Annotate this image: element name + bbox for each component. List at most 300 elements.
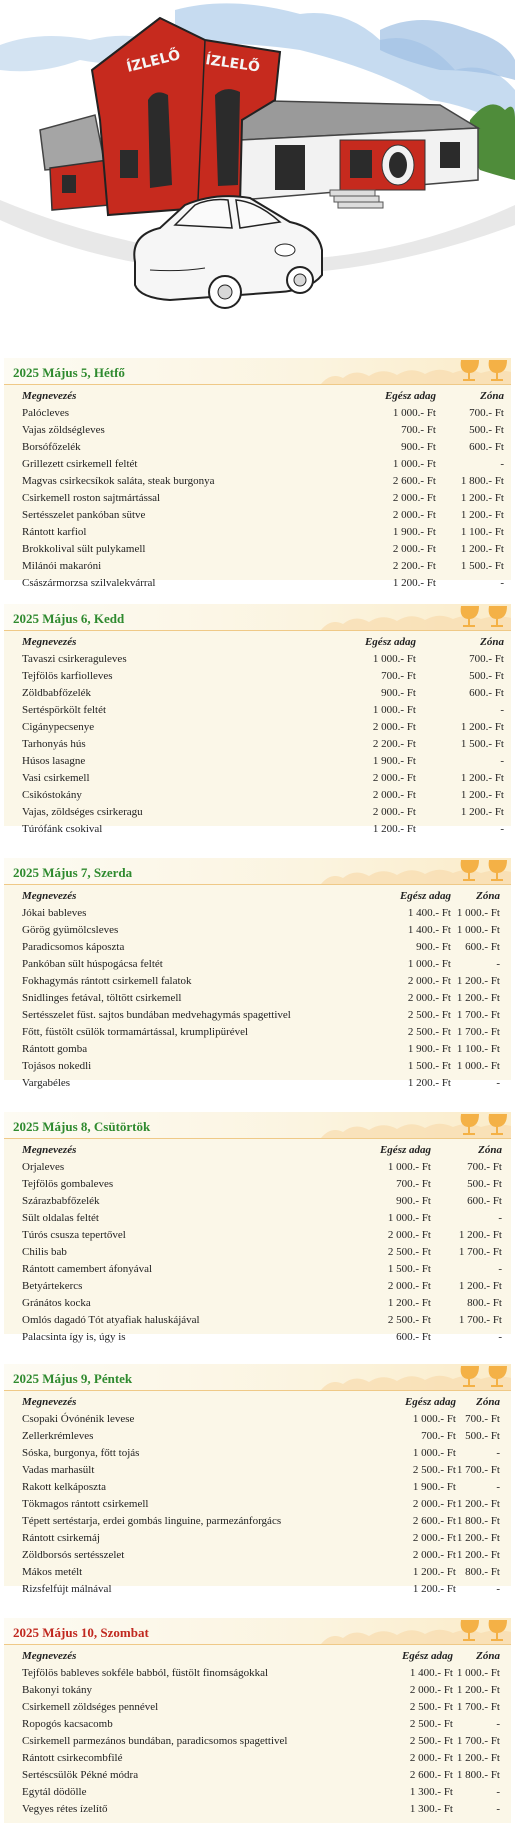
glasses-decoration [321, 1112, 511, 1138]
menu-item-row [4, 1244, 511, 1261]
menu-item-row [4, 702, 511, 719]
price-zone-portion: 700.- Ft [469, 407, 504, 419]
dish-name: Vadas marhasült [22, 1464, 95, 1476]
dish-name: Cigánypecsenye [22, 721, 95, 733]
menu-item-row [4, 973, 511, 990]
menu-item-row [4, 1784, 511, 1801]
dish-name: Borsófőzelék [22, 441, 81, 453]
dish-name: Vegyes rétes ízelítő [22, 1803, 108, 1815]
menu-item-row [4, 1530, 511, 1547]
dish-name: Szárazbabfőzelék [22, 1195, 100, 1207]
price-full-portion: 2 500.- Ft [409, 1735, 453, 1747]
dish-name: Omlós dagadó Tót atyafiak haluskájával [22, 1314, 200, 1326]
price-zone-portion: 500.- Ft [469, 670, 504, 682]
menu-item-row [4, 1699, 511, 1716]
menu-item-row [4, 1041, 511, 1058]
dish-name: Sóska, burgonya, főtt tojás [22, 1447, 140, 1459]
dish-name: Főtt, füstölt csülök tormamártással, krumplipürével [22, 1026, 249, 1038]
dish-name: Mákos metélt [22, 1566, 83, 1578]
price-full-portion: 2 600.- Ft [392, 475, 436, 487]
menu-item-row [4, 1462, 511, 1479]
dish-name: Sertésszelet füst. sajtos bundában medvehagymás spagettivel [22, 1009, 291, 1021]
price-full-portion: 2 000.- Ft [372, 806, 416, 818]
price-zone-portion: 1 200.- Ft [460, 806, 504, 818]
price-zone-portion: - [498, 1331, 502, 1343]
dish-name: Tejfölös gombaleves [22, 1178, 114, 1190]
price-full-portion: 1 900.- Ft [412, 1481, 456, 1493]
price-full-portion: 2 000.- Ft [407, 975, 451, 987]
dish-name: Tejfölös bableves sokféle babból, füstölt finomságokkal [22, 1667, 269, 1679]
column-header-name: Megnevezés [22, 1650, 77, 1662]
price-zone-portion: - [498, 1212, 502, 1224]
price-zone-portion: 1 000.- Ft [456, 924, 500, 936]
price-zone-portion: 700.- Ft [465, 1413, 500, 1425]
menu-item-row [4, 422, 511, 439]
dish-name: Tavaszi csirkeraguleves [22, 653, 127, 665]
dish-name: Rántott gomba [22, 1043, 88, 1055]
dish-name: Vajas, zöldséges csirkeragu [22, 806, 143, 818]
price-zone-portion: 1 800.- Ft [456, 1515, 500, 1527]
menu-item-row [4, 524, 511, 541]
menu-item-row [4, 1801, 511, 1818]
menu-item-row [4, 804, 511, 821]
price-zone-portion: 600.- Ft [465, 941, 500, 953]
day-title: 2025 Május 9, Péntek [13, 1371, 133, 1386]
dish-name: Bakonyi tokány [22, 1684, 92, 1696]
dish-name: Vargabéles [22, 1077, 71, 1089]
menu-item-row [4, 490, 511, 507]
price-zone-portion: - [496, 1077, 500, 1089]
price-zone-portion: 1 200.- Ft [460, 543, 504, 555]
menu-item-row [4, 1682, 511, 1699]
column-header-name: Megnevezés [22, 636, 77, 648]
dish-name: Húsos lasagne [22, 755, 86, 767]
column-header-zone: Zóna [476, 1650, 500, 1662]
dish-name: Sertésszelet pankóban sütve [22, 509, 146, 521]
price-full-portion: 2 000.- Ft [392, 543, 436, 555]
price-zone-portion: 500.- Ft [469, 424, 504, 436]
dish-name: Tarhonyás hús [22, 738, 86, 750]
price-zone-portion: 1 700.- Ft [456, 1735, 500, 1747]
price-full-portion: 1 000.- Ft [412, 1413, 456, 1425]
price-full-portion: 700.- Ft [381, 670, 416, 682]
menu-header-row [4, 1142, 511, 1159]
price-zone-portion: 1 200.- Ft [460, 509, 504, 521]
column-header-zone: Zóna [478, 1144, 502, 1156]
menu-item-row [4, 1767, 511, 1784]
menu-item-row [4, 439, 511, 456]
menu-item-row [4, 1716, 511, 1733]
menu-item-row [4, 1428, 511, 1445]
price-full-portion: 2 000.- Ft [372, 789, 416, 801]
dish-name: Rizsfelfújt málnával [22, 1583, 112, 1595]
price-full-portion: 1 000.- Ft [392, 458, 436, 470]
dish-name: Brokkolival sült pulykamell [22, 543, 146, 555]
menu-item-row [4, 1496, 511, 1513]
column-header-full-portion: Egész adag [384, 390, 436, 402]
menu-item-row [4, 1547, 511, 1564]
day-menu-saturday [4, 1618, 511, 1823]
price-zone-portion: 1 700.- Ft [456, 1464, 500, 1476]
price-zone-portion: 1 700.- Ft [456, 1009, 500, 1021]
day-header [4, 858, 511, 885]
price-zone-portion: 1 800.- Ft [456, 1769, 500, 1781]
column-header-full-portion: Egész adag [404, 1396, 456, 1408]
column-header-zone: Zóna [476, 1396, 500, 1408]
menu-item-row [4, 1295, 511, 1312]
menu-item-row [4, 1159, 511, 1176]
dish-name: Sült oldalas feltét [22, 1212, 99, 1224]
price-full-portion: 900.- Ft [396, 1195, 431, 1207]
menu-header-row [4, 388, 511, 405]
day-title: 2025 Május 7, Szerda [13, 865, 133, 880]
menu-item-row [4, 939, 511, 956]
price-zone-portion: - [496, 1786, 500, 1798]
column-header-name: Megnevezés [22, 1396, 77, 1408]
day-menu-wednesday [4, 858, 511, 1089]
column-header-zone: Zóna [480, 636, 504, 648]
price-zone-portion: - [496, 1447, 500, 1459]
menu-item-row [4, 736, 511, 753]
price-full-portion: 1 200.- Ft [412, 1566, 456, 1578]
dish-name: Tépett sertéstarja, erdei gombás linguine, parmezánforgács [22, 1515, 282, 1527]
menu-item-row [4, 1564, 511, 1581]
price-zone-portion: 1 000.- Ft [456, 907, 500, 919]
glasses-decoration [321, 858, 511, 884]
menu-item-row [4, 1581, 511, 1598]
menu-item-row [4, 1193, 511, 1210]
price-zone-portion: 1 700.- Ft [456, 1701, 500, 1713]
menu-item-row [4, 1210, 511, 1227]
price-zone-portion: - [500, 458, 504, 470]
dish-name: Milánói makaróni [22, 560, 102, 572]
price-zone-portion: 1 200.- Ft [460, 721, 504, 733]
dish-name: Csirkemell parmezános bundában, paradicsomos spagettivel [22, 1735, 288, 1747]
menu-item-row [4, 456, 511, 473]
dish-name: Palócleves [22, 407, 70, 419]
menu-item-row [4, 922, 511, 939]
column-header-name: Megnevezés [22, 390, 77, 402]
price-full-portion: 900.- Ft [381, 687, 416, 699]
price-full-portion: 1 200.- Ft [392, 577, 436, 589]
dish-name: Tökmagos rántott csirkemell [22, 1498, 149, 1510]
price-full-portion: 2 000.- Ft [392, 509, 436, 521]
price-full-portion: 2 000.- Ft [412, 1532, 456, 1544]
price-zone-portion: 1 700.- Ft [458, 1246, 502, 1258]
day-title: 2025 Május 10, Szombat [13, 1625, 149, 1640]
dish-name: Sertéspörkölt feltét [22, 704, 107, 716]
column-header-full-portion: Egész adag [364, 636, 416, 648]
price-full-portion: 1 200.- Ft [407, 1077, 451, 1089]
price-zone-portion: - [500, 823, 504, 835]
price-full-portion: 1 200.- Ft [372, 823, 416, 835]
price-zone-portion: 700.- Ft [469, 653, 504, 665]
price-zone-portion: 1 800.- Ft [460, 475, 504, 487]
dish-name: Pankóban sült húspogácsa feltét [22, 958, 163, 970]
menu-item-row [4, 1479, 511, 1496]
dish-name: Rakott kelkáposzta [22, 1481, 107, 1493]
price-zone-portion: 700.- Ft [467, 1161, 502, 1173]
price-full-portion: 2 000.- Ft [409, 1684, 453, 1696]
building-sign-left: ÍZLELŐ [125, 47, 183, 76]
dish-name: Jókai bableves [22, 907, 87, 919]
menu-item-row [4, 905, 511, 922]
day-title: 2025 Május 8, Csütörtök [13, 1119, 151, 1134]
dish-name: Tojásos nokedli [22, 1060, 92, 1072]
price-full-portion: 2 500.- Ft [412, 1464, 456, 1476]
dish-name: Paradicsomos káposzta [22, 941, 125, 953]
price-zone-portion: 1 100.- Ft [456, 1043, 500, 1055]
glasses-decoration [321, 358, 511, 384]
menu-item-row [4, 1733, 511, 1750]
restaurant-building-drawing [0, 0, 515, 338]
price-full-portion: 700.- Ft [396, 1178, 431, 1190]
day-title: 2025 Május 6, Kedd [13, 611, 125, 626]
price-full-portion: 2 500.- Ft [387, 1314, 431, 1326]
price-zone-portion: - [496, 1718, 500, 1730]
day-header [4, 1112, 511, 1139]
menu-item-row [4, 1312, 511, 1329]
price-zone-portion: 1 200.- Ft [456, 1684, 500, 1696]
price-full-portion: 1 200.- Ft [412, 1583, 456, 1595]
dish-name: Csirkemell roston sajtmártással [22, 492, 161, 504]
price-full-portion: 2 000.- Ft [412, 1549, 456, 1561]
day-header [4, 604, 511, 631]
restaurant-illustration [0, 0, 515, 338]
menu-header-row [4, 634, 511, 651]
price-zone-portion: 1 200.- Ft [456, 1752, 500, 1764]
menu-item-row [4, 1075, 511, 1092]
price-full-portion: 900.- Ft [401, 441, 436, 453]
menu-item-row [4, 405, 511, 422]
price-full-portion: 2 500.- Ft [407, 1026, 451, 1038]
menu-table [4, 385, 511, 592]
price-zone-portion: - [500, 755, 504, 767]
price-full-portion: 1 400.- Ft [409, 1667, 453, 1679]
menu-item-row [4, 770, 511, 787]
glasses-decoration [321, 604, 511, 630]
dish-name: Görög gyümölcsleves [22, 924, 119, 936]
menu-header-row [4, 1394, 511, 1411]
price-full-portion: 1 000.- Ft [412, 1447, 456, 1459]
dish-name: Grillezett csirkemell feltét [22, 458, 138, 470]
car-drawing [134, 196, 322, 308]
dish-name: Csopaki Óvónénik levese [22, 1413, 135, 1425]
price-full-portion: 1 300.- Ft [409, 1803, 453, 1815]
price-zone-portion: 1 200.- Ft [456, 992, 500, 1004]
menu-item-row [4, 1024, 511, 1041]
price-full-portion: 2 500.- Ft [409, 1718, 453, 1730]
menu-item-row [4, 1007, 511, 1024]
menu-item-row [4, 685, 511, 702]
price-full-portion: 2 200.- Ft [372, 738, 416, 750]
price-zone-portion: 1 200.- Ft [460, 772, 504, 784]
dish-name: Zöldborsós sertésszelet [22, 1549, 125, 1561]
menu-item-row [4, 507, 511, 524]
dish-name: Rántott csirkemáj [22, 1532, 100, 1544]
price-full-portion: 900.- Ft [416, 941, 451, 953]
menu-table [4, 1391, 511, 1598]
price-zone-portion: 1 000.- Ft [456, 1667, 500, 1679]
price-zone-portion: 1 500.- Ft [460, 560, 504, 572]
glasses-decoration [321, 1364, 511, 1390]
menu-item-row [4, 719, 511, 736]
price-full-portion: 1 000.- Ft [407, 958, 451, 970]
glasses-decoration [321, 1618, 511, 1644]
price-full-portion: 700.- Ft [421, 1430, 456, 1442]
price-full-portion: 2 500.- Ft [407, 1009, 451, 1021]
menu-header-row [4, 1648, 511, 1665]
dish-name: Túrófánk csokival [22, 823, 103, 835]
price-full-portion: 1 000.- Ft [372, 704, 416, 716]
dish-name: Gránátos kocka [22, 1297, 91, 1309]
price-full-portion: 2 500.- Ft [409, 1701, 453, 1713]
price-full-portion: 2 600.- Ft [412, 1515, 456, 1527]
price-full-portion: 600.- Ft [396, 1331, 431, 1343]
column-header-full-portion: Egész adag [399, 890, 451, 902]
dish-name: Fokhagymás rántott csirkemell falatok [22, 975, 192, 987]
price-zone-portion: - [496, 1481, 500, 1493]
dish-name: Rántott camembert áfonyával [22, 1263, 153, 1275]
price-full-portion: 2 000.- Ft [387, 1280, 431, 1292]
menu-item-row [4, 990, 511, 1007]
price-full-portion: 2 000.- Ft [392, 492, 436, 504]
menu-item-row [4, 753, 511, 770]
menu-item-row [4, 1750, 511, 1767]
menu-item-row [4, 1278, 511, 1295]
dish-name: Chilis bab [22, 1246, 67, 1258]
price-full-portion: 1 500.- Ft [387, 1263, 431, 1275]
menu-item-row [4, 1445, 511, 1462]
price-zone-portion: 1 100.- Ft [460, 526, 504, 538]
dish-name: Tejfölös karfiolleves [22, 670, 113, 682]
price-full-portion: 1 000.- Ft [387, 1161, 431, 1173]
price-zone-portion: 1 200.- Ft [458, 1280, 502, 1292]
price-full-portion: 1 200.- Ft [387, 1297, 431, 1309]
menu-table [4, 631, 511, 838]
dish-name: Rántott karfiol [22, 526, 87, 538]
dish-name: Rántott csirkecombfilé [22, 1752, 123, 1764]
dish-name: Vasi csirkemell [22, 772, 90, 784]
price-zone-portion: 600.- Ft [469, 687, 504, 699]
day-header [4, 1364, 511, 1391]
column-header-full-portion: Egész adag [401, 1650, 453, 1662]
dish-name: Sertéscsülök Pékné módra [22, 1769, 139, 1781]
column-header-full-portion: Egész adag [379, 1144, 431, 1156]
price-full-portion: 1 500.- Ft [407, 1060, 451, 1072]
day-header [4, 1618, 511, 1645]
price-zone-portion: 500.- Ft [465, 1430, 500, 1442]
dish-name: Túrós csusza tepertővel [22, 1229, 126, 1241]
price-full-portion: 2 600.- Ft [409, 1769, 453, 1781]
price-zone-portion: - [498, 1263, 502, 1275]
column-header-zone: Zóna [476, 890, 500, 902]
price-full-portion: 2 000.- Ft [409, 1752, 453, 1764]
menu-item-row [4, 1058, 511, 1075]
dish-name: Snidlinges fetával, töltött csirkemell [22, 992, 182, 1004]
price-zone-portion: 1 200.- Ft [460, 492, 504, 504]
price-zone-portion: 1 200.- Ft [456, 975, 500, 987]
dish-name: Zellerkrémleves [22, 1430, 94, 1442]
price-full-portion: 1 300.- Ft [409, 1786, 453, 1798]
price-full-portion: 2 000.- Ft [407, 992, 451, 1004]
day-header [4, 358, 511, 385]
price-zone-portion: 800.- Ft [467, 1297, 502, 1309]
price-zone-portion: 1 700.- Ft [458, 1314, 502, 1326]
dish-name: Csikóstokány [22, 789, 82, 801]
menu-item-row [4, 1261, 511, 1278]
menu-item-row [4, 541, 511, 558]
price-full-portion: 1 900.- Ft [407, 1043, 451, 1055]
menu-item-row [4, 821, 511, 838]
day-menu-thursday [4, 1112, 511, 1343]
dish-name: Császármorzsa szilvalekvárral [22, 577, 156, 589]
price-zone-portion: 500.- Ft [467, 1178, 502, 1190]
dish-name: Ropogós kacsacomb [22, 1718, 113, 1730]
price-full-portion: 1 400.- Ft [407, 924, 451, 936]
dish-name: Betyártekercs [22, 1280, 83, 1292]
menu-item-row [4, 575, 511, 592]
price-zone-portion: - [500, 577, 504, 589]
price-full-portion: 700.- Ft [401, 424, 436, 436]
price-full-portion: 2 500.- Ft [387, 1246, 431, 1258]
menu-table [4, 885, 511, 1092]
dish-name: Palacsinta így is, úgy is [22, 1331, 126, 1343]
price-zone-portion: 1 200.- Ft [460, 789, 504, 801]
price-zone-portion: 1 200.- Ft [456, 1498, 500, 1510]
price-full-portion: 1 400.- Ft [407, 907, 451, 919]
dish-name: Vajas zöldségleves [22, 424, 105, 436]
price-full-portion: 1 900.- Ft [392, 526, 436, 538]
menu-header-row [4, 888, 511, 905]
price-zone-portion: 600.- Ft [467, 1195, 502, 1207]
price-full-portion: 1 000.- Ft [392, 407, 436, 419]
price-zone-portion: - [496, 958, 500, 970]
day-title: 2025 Május 5, Hétfő [13, 365, 125, 380]
price-zone-portion: 1 500.- Ft [460, 738, 504, 750]
day-menu-monday [4, 358, 511, 589]
column-header-zone: Zóna [480, 390, 504, 402]
price-zone-portion: 1 200.- Ft [458, 1229, 502, 1241]
menu-item-row [4, 558, 511, 575]
dish-name: Egytál dödölle [22, 1786, 87, 1798]
menu-item-row [4, 1665, 511, 1682]
dish-name: Magvas csirkecsíkok saláta, steak burgonya [22, 475, 215, 487]
dish-name: Orjaleves [22, 1161, 65, 1173]
column-header-name: Megnevezés [22, 890, 77, 902]
menu-table [4, 1139, 511, 1346]
price-zone-portion: 1 700.- Ft [456, 1026, 500, 1038]
column-header-name: Megnevezés [22, 1144, 77, 1156]
day-menu-friday [4, 1364, 511, 1595]
menu-item-row [4, 668, 511, 685]
price-full-portion: 2 000.- Ft [372, 721, 416, 733]
price-zone-portion: - [496, 1583, 500, 1595]
menu-item-row [4, 956, 511, 973]
price-full-portion: 2 200.- Ft [392, 560, 436, 572]
building-sign-right: ÍZLELŐ [204, 52, 261, 76]
price-full-portion: 2 000.- Ft [412, 1498, 456, 1510]
menu-item-row [4, 1227, 511, 1244]
day-menu-tuesday [4, 604, 511, 835]
menu-item-row [4, 473, 511, 490]
dish-name: Csirkemell zöldséges pennével [22, 1701, 159, 1713]
price-zone-portion: 800.- Ft [465, 1566, 500, 1578]
price-zone-portion: - [500, 704, 504, 716]
menu-table [4, 1645, 511, 1818]
menu-item-row [4, 787, 511, 804]
price-zone-portion: 1 000.- Ft [456, 1060, 500, 1072]
